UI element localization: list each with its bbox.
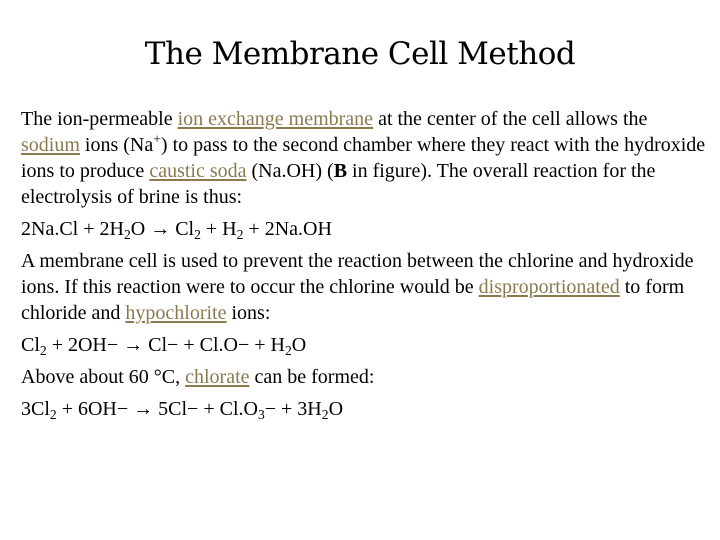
eq-part: 2Na.Cl + 2H [21,218,124,240]
eq-part: + H [200,218,237,240]
paragraph-chlorate [21,364,706,390]
eq-subscript: 2 [236,227,244,243]
eq-subscript: 2 [321,407,329,423]
link-sodium[interactable]: sodium [21,134,80,156]
bold-figure-label: B [333,160,348,182]
eq-subscript: 2 [39,343,47,359]
text-run: Above about 60 °C, [21,366,186,388]
text-run: in figure). The overall reaction for the electrolysis of brine is thus: [21,160,656,208]
eq-part: 3Cl [21,398,50,420]
eq-part: O [328,398,344,420]
text-run: The ion-permeable [21,108,178,130]
eq-part: − + 3H [264,398,322,420]
link-ion-exchange-membrane[interactable]: ion exchange membrane [177,108,374,130]
text-run: A membrane cell is used to prevent the reaction between the chlorine and hydroxide ions. If this reaction were to occur the chlorine would be [21,250,694,298]
text-run: ions (Na [79,134,154,156]
eq-part: + 2Na.OH [243,218,332,240]
text-run: (Na.OH) ( [246,160,334,182]
text-run: ions: [226,302,271,324]
link-caustic-soda[interactable]: caustic soda [149,160,247,182]
eq-subscript: 2 [284,343,292,359]
slide-body [21,106,706,428]
eq-part: O → Cl [130,218,195,240]
link-chlorate[interactable]: chlorate [185,366,250,388]
eq-subscript: 2 [123,227,131,243]
text-run: ) to pass to the second chamber where they react with the hydroxide ions to produce [21,134,706,182]
text-run: can be formed: [249,366,375,388]
equation-disproportionation [21,332,706,358]
slide-title: The Membrane Cell Method [144,35,576,72]
text-run: to form chloride and [21,276,685,324]
eq-part: + 2OH− → Cl− + Cl.O− + H [46,334,285,356]
link-disproportionated[interactable]: disproportionated [478,276,620,298]
eq-subscript: 3 [257,407,265,423]
text-run: at the center of the cell allows the [373,108,648,130]
eq-part: O [291,334,307,356]
equation-overall-reaction [21,216,706,242]
superscript-plus: + [153,131,161,147]
eq-subscript: 2 [49,407,57,423]
link-hypochlorite[interactable]: hypochlorite [125,302,227,324]
eq-part: Cl [21,334,40,356]
eq-subscript: 2 [194,227,201,243]
paragraph-membrane-description [21,106,706,210]
paragraph-membrane-purpose [21,248,706,326]
equation-chlorate-formation [21,396,706,422]
eq-part: + 6OH− → 5Cl− + Cl.O [56,398,258,420]
